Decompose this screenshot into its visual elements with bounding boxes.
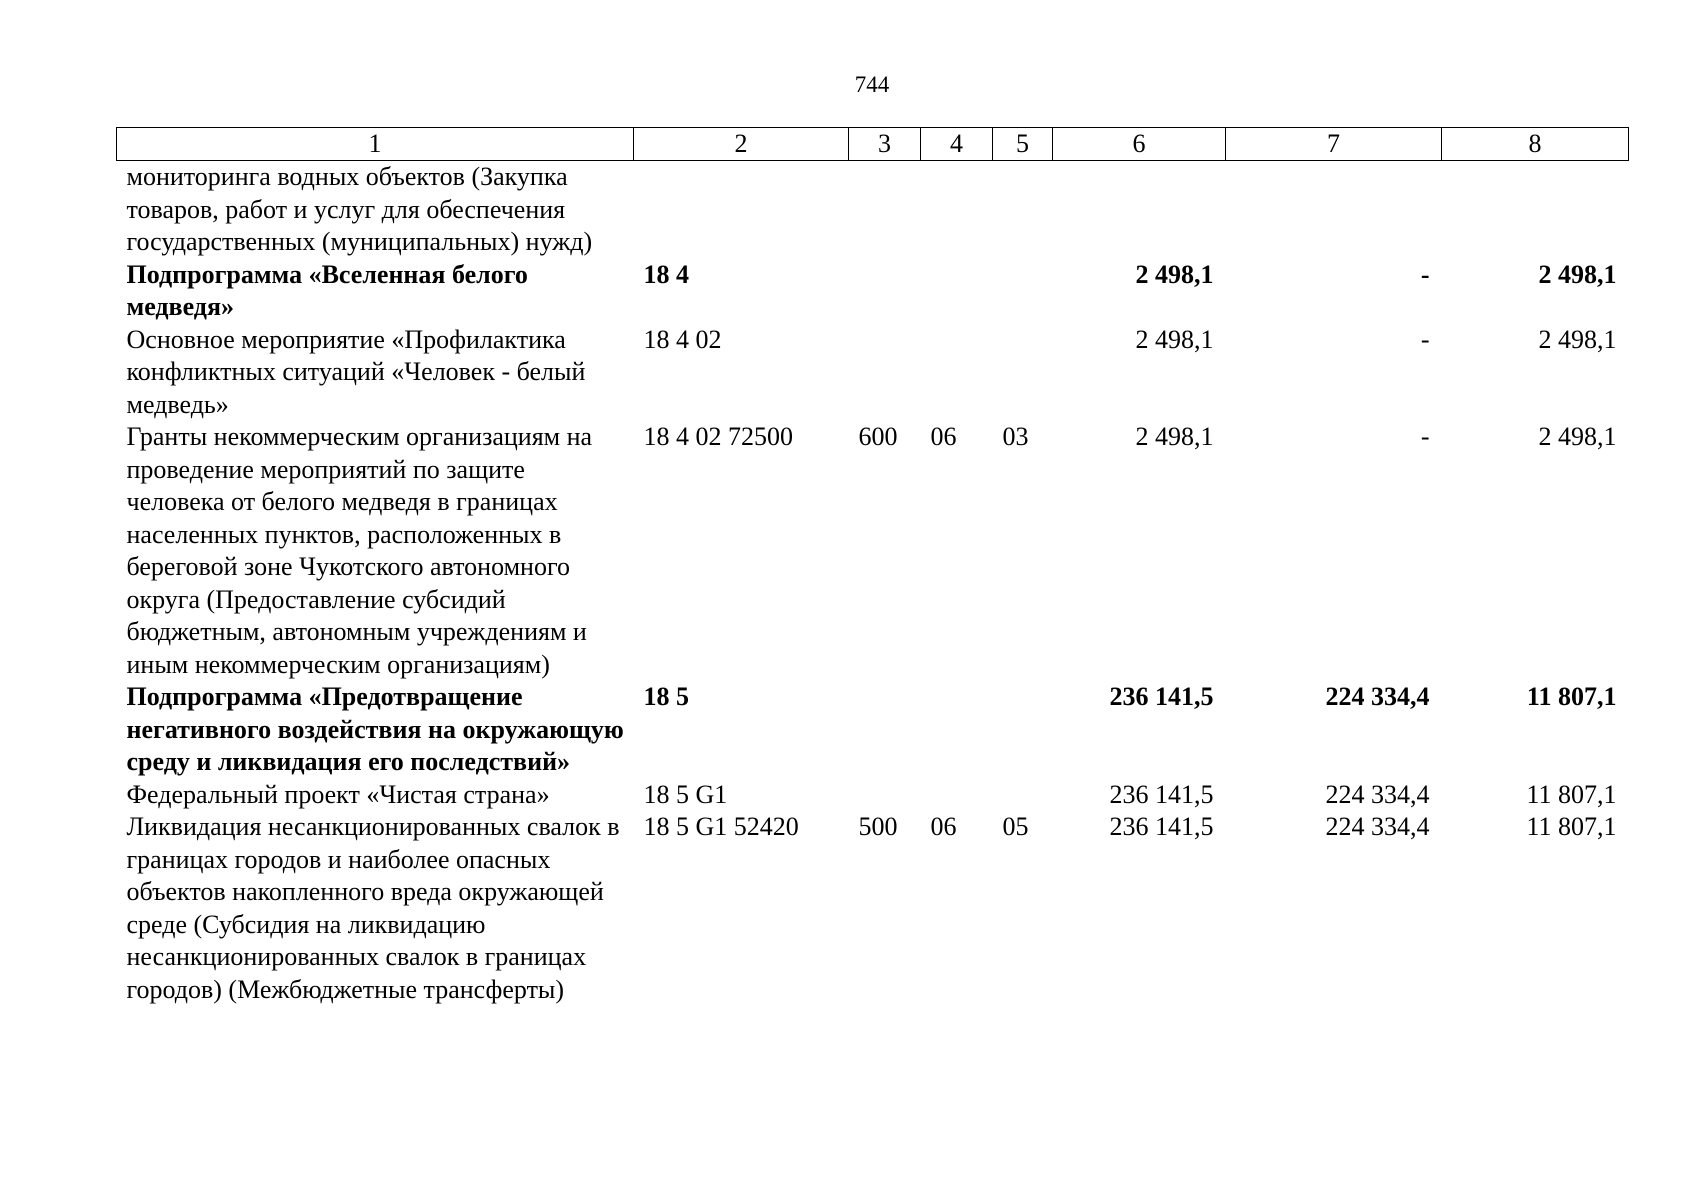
item-name-cell: Федеральный проект «Чистая страна» bbox=[126, 779, 550, 809]
total-amount-cell: 2 498,1 bbox=[1135, 259, 1214, 289]
subsection-cell: 03 bbox=[1002, 422, 1029, 451]
target-code-cell bbox=[634, 161, 849, 259]
federal-amount-cell bbox=[1226, 161, 1442, 259]
table-body bbox=[117, 161, 1629, 1007]
column-header: 4 bbox=[921, 128, 993, 161]
item-name-cell: Ликвидация несанкционированных свалок в границах городов и наиболее опасных объектов накопленного вреда окружающей среде (Субсидия на ликвидацию несанкционированных свалок в границах городов) (Межбюджетные трансферты) bbox=[126, 812, 620, 1004]
target-code-cell: 18 5 G1 bbox=[643, 779, 728, 809]
subsection-cell bbox=[993, 779, 1053, 812]
section-cell bbox=[921, 681, 993, 779]
subsection-cell bbox=[993, 324, 1053, 422]
regional-amount-cell: 11 807,1 bbox=[1526, 682, 1617, 711]
item-name-cell: Основное мероприятие «Профилактика конфликтных ситуаций «Человек - белый медведь» bbox=[126, 324, 586, 419]
section-cell bbox=[921, 161, 993, 259]
regional-amount-cell bbox=[1442, 161, 1629, 259]
total-amount-cell: 2 498,1 bbox=[1135, 324, 1214, 354]
expense-type-cell bbox=[849, 259, 921, 324]
section-cell bbox=[921, 324, 993, 422]
column-header: 3 bbox=[849, 128, 921, 161]
column-header: 1 bbox=[117, 128, 634, 161]
target-code-cell: 18 4 02 72500 bbox=[643, 422, 793, 451]
section-cell: 06 bbox=[930, 422, 957, 451]
target-code-cell: 18 4 bbox=[643, 259, 689, 289]
expense-type-cell: 500 bbox=[858, 812, 898, 841]
target-code-cell: 18 4 02 bbox=[643, 324, 722, 354]
column-header: 2 bbox=[634, 128, 849, 161]
table-row bbox=[117, 324, 1629, 422]
regional-amount-cell: 11 807,1 bbox=[1526, 812, 1617, 841]
table-header-row bbox=[117, 128, 1629, 161]
column-header: 5 bbox=[993, 128, 1053, 161]
column-header: 6 bbox=[1053, 128, 1226, 161]
subsection-cell: 05 bbox=[1002, 812, 1029, 841]
table-row bbox=[117, 161, 1629, 259]
column-header: 7 bbox=[1226, 128, 1442, 161]
subsection-cell bbox=[993, 681, 1053, 779]
expense-type-cell: 600 bbox=[858, 422, 898, 451]
federal-amount-cell: - bbox=[1420, 324, 1430, 354]
table-row bbox=[117, 421, 1629, 681]
regional-amount-cell: 2 498,1 bbox=[1538, 259, 1617, 289]
page-number: 744 bbox=[854, 72, 890, 97]
total-amount-cell: 236 141,5 bbox=[1109, 682, 1214, 711]
federal-amount-cell: 224 334,4 bbox=[1325, 682, 1430, 711]
federal-amount-cell: 224 334,4 bbox=[1325, 812, 1430, 841]
total-amount-cell bbox=[1053, 161, 1226, 259]
item-name-cell: Гранты некоммерческим организациям на проведение мероприятий по защите человека от белого медведя в границах населенных пунктов, расположенных в береговой зоне Чукотского автономного округа (Предоставление субсидий бюджетным, автономным учреждениям и иным некоммерческим организациям) bbox=[126, 422, 593, 679]
column-header: 8 bbox=[1442, 128, 1629, 161]
expense-type-cell bbox=[849, 161, 921, 259]
section-cell: 06 bbox=[930, 812, 957, 841]
section-cell bbox=[921, 779, 993, 812]
target-code-cell: 18 5 bbox=[643, 682, 689, 711]
expense-type-cell bbox=[849, 779, 921, 812]
table-row bbox=[117, 779, 1629, 812]
budget-table bbox=[116, 127, 1629, 1006]
table-row bbox=[117, 681, 1629, 779]
section-cell bbox=[921, 259, 993, 324]
expense-type-cell bbox=[849, 324, 921, 422]
federal-amount-cell: - bbox=[1420, 422, 1430, 451]
subsection-cell bbox=[993, 259, 1053, 324]
subsection-cell bbox=[993, 161, 1053, 259]
regional-amount-cell: 11 807,1 bbox=[1526, 779, 1617, 809]
regional-amount-cell: 2 498,1 bbox=[1538, 324, 1617, 354]
total-amount-cell: 236 141,5 bbox=[1109, 812, 1214, 841]
target-code-cell: 18 5 G1 52420 bbox=[643, 812, 799, 841]
total-amount-cell: 236 141,5 bbox=[1109, 779, 1214, 809]
regional-amount-cell: 2 498,1 bbox=[1538, 422, 1617, 451]
federal-amount-cell: - bbox=[1420, 259, 1430, 289]
expense-type-cell bbox=[849, 681, 921, 779]
item-name-cell: мониторинга водных объектов (Закупка товаров, работ и услуг для обеспечения государственных (муниципальных) нужд) bbox=[126, 162, 593, 256]
table-row bbox=[117, 259, 1629, 324]
table-row bbox=[117, 811, 1629, 1006]
total-amount-cell: 2 498,1 bbox=[1135, 422, 1214, 451]
item-name-cell: Подпрограмма «Предотвращение негативного воздействия на окружающую среду и ликвидация его последствий» bbox=[126, 682, 624, 776]
federal-amount-cell: 224 334,4 bbox=[1325, 779, 1430, 809]
item-name-cell: Подпрограмма «Вселенная белого медведя» bbox=[126, 259, 528, 321]
